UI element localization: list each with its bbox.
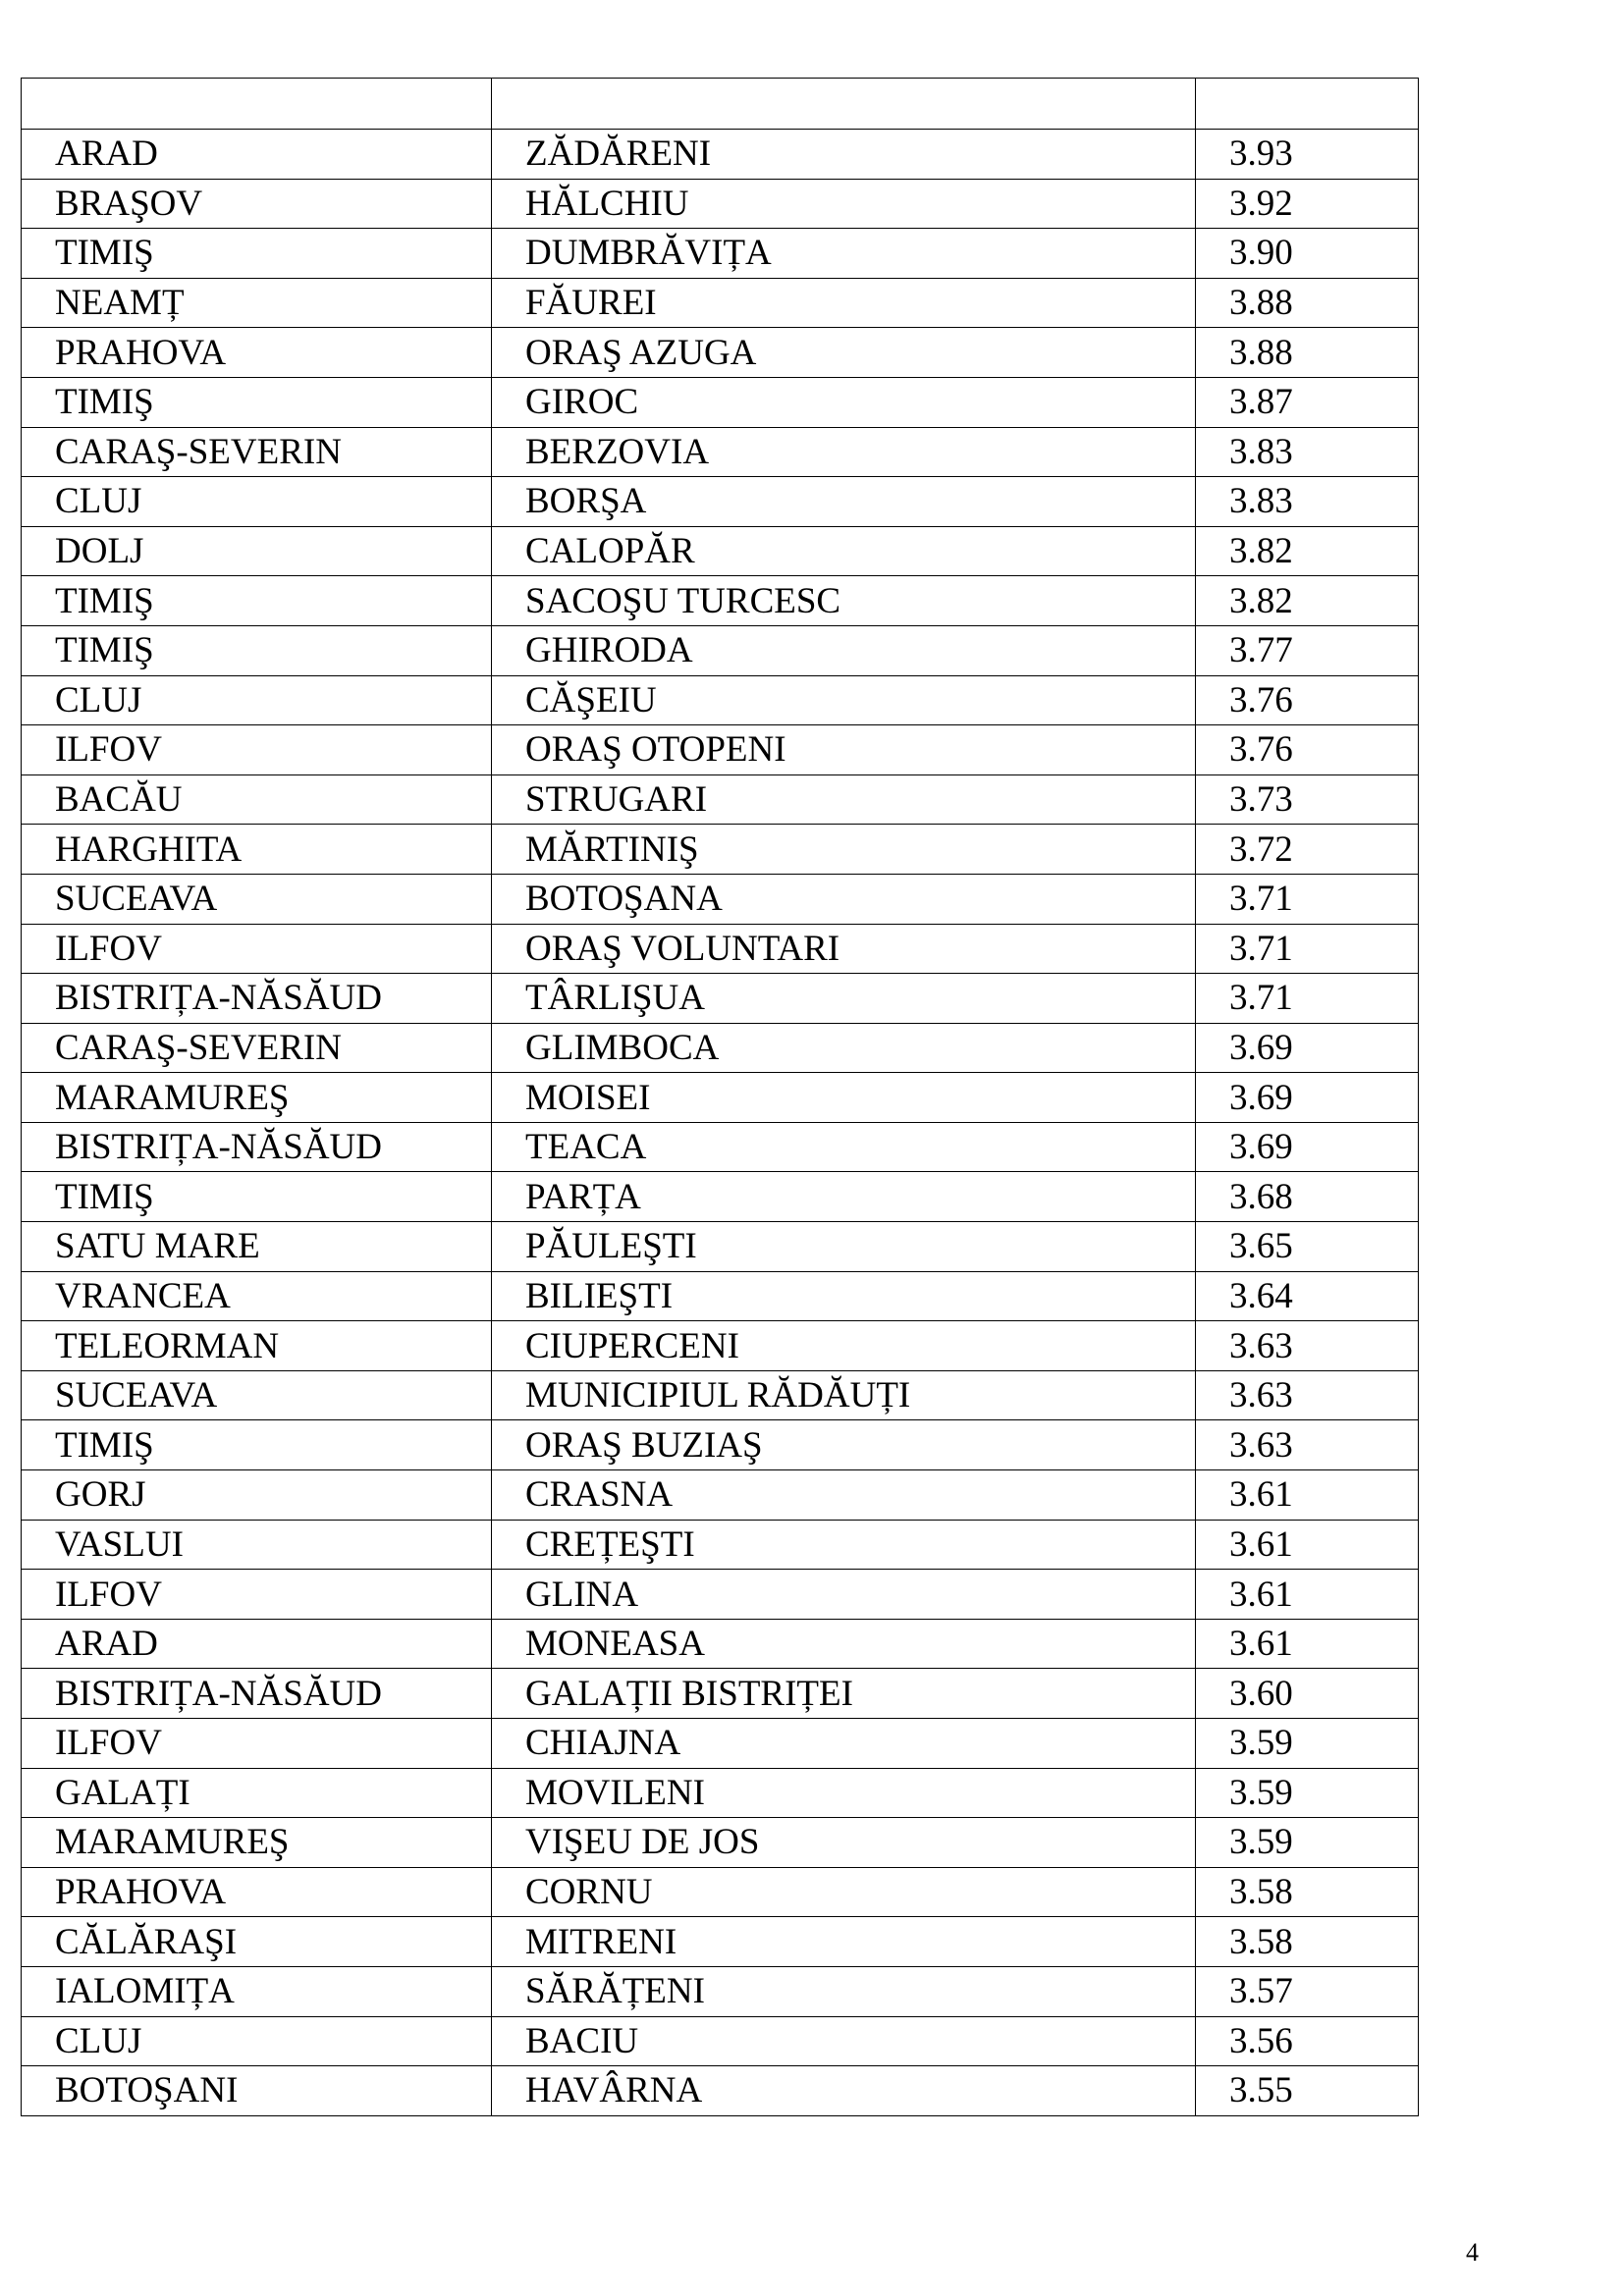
table-row xyxy=(22,725,1419,775)
header-cell-county xyxy=(22,79,492,130)
table-row xyxy=(22,328,1419,378)
value-cell: 3.82 xyxy=(1196,526,1419,576)
locality-cell: ORAŞ OTOPENI xyxy=(492,725,1196,775)
table-row xyxy=(22,1966,1419,2016)
value-cell: 3.73 xyxy=(1196,774,1419,825)
header-cell-value xyxy=(1196,79,1419,130)
table-row xyxy=(22,1321,1419,1371)
locality-cell: GLIMBOCA xyxy=(492,1023,1196,1073)
value-cell: 3.64 xyxy=(1196,1271,1419,1321)
locality-cell: ORAŞ AZUGA xyxy=(492,328,1196,378)
value-cell: 3.58 xyxy=(1196,1867,1419,1917)
locality-cell: HĂLCHIU xyxy=(492,179,1196,229)
table-row xyxy=(22,1570,1419,1620)
value-cell: 3.69 xyxy=(1196,1122,1419,1172)
locality-cell: CREȚEŞTI xyxy=(492,1520,1196,1570)
locality-cell: MOISEI xyxy=(492,1073,1196,1123)
table-row xyxy=(22,874,1419,924)
county-cell: IALOMIȚA xyxy=(22,1966,492,2016)
value-cell: 3.63 xyxy=(1196,1321,1419,1371)
county-cell: BACĂU xyxy=(22,774,492,825)
county-cell: BISTRIȚA-NĂSĂUD xyxy=(22,1669,492,1719)
county-cell: TELEORMAN xyxy=(22,1321,492,1371)
value-cell: 3.72 xyxy=(1196,825,1419,875)
table-row xyxy=(22,625,1419,675)
value-cell: 3.63 xyxy=(1196,1420,1419,1470)
table-row xyxy=(22,130,1419,180)
value-cell: 3.59 xyxy=(1196,1719,1419,1769)
county-cell: TIMIŞ xyxy=(22,1420,492,1470)
locality-cell: TÂRLIŞUA xyxy=(492,974,1196,1024)
value-cell: 3.76 xyxy=(1196,725,1419,775)
county-cell: SUCEAVA xyxy=(22,874,492,924)
county-cell: CĂLĂRAŞI xyxy=(22,1917,492,1967)
table-row xyxy=(22,377,1419,427)
locality-cell: GLINA xyxy=(492,1570,1196,1620)
locality-cell: CRASNA xyxy=(492,1470,1196,1521)
value-cell: 3.93 xyxy=(1196,130,1419,180)
locality-cell: PARȚA xyxy=(492,1172,1196,1222)
county-cell: ILFOV xyxy=(22,1719,492,1769)
data-table xyxy=(21,78,1419,2116)
county-cell: VASLUI xyxy=(22,1520,492,1570)
value-cell: 3.71 xyxy=(1196,874,1419,924)
locality-cell: GHIRODA xyxy=(492,625,1196,675)
table-row xyxy=(22,1420,1419,1470)
table-row xyxy=(22,1222,1419,1272)
county-cell: ARAD xyxy=(22,130,492,180)
value-cell: 3.71 xyxy=(1196,974,1419,1024)
county-cell: HARGHITA xyxy=(22,825,492,875)
locality-cell: ZĂDĂRENI xyxy=(492,130,1196,180)
locality-cell: MUNICIPIUL RĂDĂUȚI xyxy=(492,1370,1196,1420)
table-row xyxy=(22,1917,1419,1967)
table-row xyxy=(22,1520,1419,1570)
table-row xyxy=(22,2066,1419,2116)
locality-cell: CHIAJNA xyxy=(492,1719,1196,1769)
locality-cell: MOVILENI xyxy=(492,1768,1196,1818)
value-cell: 3.69 xyxy=(1196,1073,1419,1123)
locality-cell: BACIU xyxy=(492,2016,1196,2066)
table-row xyxy=(22,974,1419,1024)
county-cell: BISTRIȚA-NĂSĂUD xyxy=(22,974,492,1024)
county-cell: GORJ xyxy=(22,1470,492,1521)
county-cell: VRANCEA xyxy=(22,1271,492,1321)
table-row xyxy=(22,229,1419,279)
county-cell: MARAMUREŞ xyxy=(22,1818,492,1868)
table-row xyxy=(22,1669,1419,1719)
county-cell: DOLJ xyxy=(22,526,492,576)
table-row xyxy=(22,477,1419,527)
table-row xyxy=(22,179,1419,229)
county-cell: TIMIŞ xyxy=(22,377,492,427)
value-cell: 3.59 xyxy=(1196,1768,1419,1818)
table-row xyxy=(22,774,1419,825)
value-cell: 3.83 xyxy=(1196,477,1419,527)
table-row xyxy=(22,1172,1419,1222)
table-row xyxy=(22,924,1419,974)
table-row xyxy=(22,2016,1419,2066)
locality-cell: BOTOŞANA xyxy=(492,874,1196,924)
county-cell: ILFOV xyxy=(22,924,492,974)
locality-cell: MONEASA xyxy=(492,1619,1196,1669)
table-row xyxy=(22,1867,1419,1917)
locality-cell: CIUPERCENI xyxy=(492,1321,1196,1371)
value-cell: 3.58 xyxy=(1196,1917,1419,1967)
locality-cell: CĂŞEIU xyxy=(492,675,1196,725)
county-cell: SUCEAVA xyxy=(22,1370,492,1420)
county-cell: CLUJ xyxy=(22,675,492,725)
value-cell: 3.88 xyxy=(1196,328,1419,378)
locality-cell: SĂRĂȚENI xyxy=(492,1966,1196,2016)
value-cell: 3.71 xyxy=(1196,924,1419,974)
county-cell: TIMIŞ xyxy=(22,1172,492,1222)
county-cell: NEAMȚ xyxy=(22,278,492,328)
table-row xyxy=(22,1271,1419,1321)
value-cell: 3.60 xyxy=(1196,1669,1419,1719)
value-cell: 3.61 xyxy=(1196,1470,1419,1521)
locality-cell: DUMBRĂVIȚA xyxy=(492,229,1196,279)
locality-cell: STRUGARI xyxy=(492,774,1196,825)
table-row xyxy=(22,1023,1419,1073)
county-cell: ILFOV xyxy=(22,725,492,775)
county-cell: CARAŞ-SEVERIN xyxy=(22,1023,492,1073)
locality-cell: GIROC xyxy=(492,377,1196,427)
locality-cell: ORAŞ VOLUNTARI xyxy=(492,924,1196,974)
value-cell: 3.61 xyxy=(1196,1520,1419,1570)
value-cell: 3.90 xyxy=(1196,229,1419,279)
table-row xyxy=(22,1818,1419,1868)
table-row xyxy=(22,1073,1419,1123)
value-cell: 3.88 xyxy=(1196,278,1419,328)
table-row xyxy=(22,526,1419,576)
locality-cell: CORNU xyxy=(492,1867,1196,1917)
county-cell: CLUJ xyxy=(22,2016,492,2066)
locality-cell: TEACA xyxy=(492,1122,1196,1172)
table-row xyxy=(22,278,1419,328)
locality-cell: ORAŞ BUZIAŞ xyxy=(492,1420,1196,1470)
locality-cell: BORŞA xyxy=(492,477,1196,527)
county-cell: ILFOV xyxy=(22,1570,492,1620)
locality-cell: SACOŞU TURCESC xyxy=(492,576,1196,626)
locality-cell: FĂUREI xyxy=(492,278,1196,328)
value-cell: 3.87 xyxy=(1196,377,1419,427)
table-row xyxy=(22,675,1419,725)
page-number: 4 xyxy=(1466,2238,1479,2267)
locality-cell: CALOPĂR xyxy=(492,526,1196,576)
county-cell: BRAŞOV xyxy=(22,179,492,229)
value-cell: 3.69 xyxy=(1196,1023,1419,1073)
value-cell: 3.57 xyxy=(1196,1966,1419,2016)
county-cell: TIMIŞ xyxy=(22,576,492,626)
county-cell: PRAHOVA xyxy=(22,328,492,378)
locality-cell: BERZOVIA xyxy=(492,427,1196,477)
table-row xyxy=(22,1470,1419,1521)
locality-cell: PĂULEŞTI xyxy=(492,1222,1196,1272)
table-row xyxy=(22,1122,1419,1172)
county-cell: CLUJ xyxy=(22,477,492,527)
value-cell: 3.92 xyxy=(1196,179,1419,229)
value-cell: 3.61 xyxy=(1196,1619,1419,1669)
value-cell: 3.77 xyxy=(1196,625,1419,675)
table-row xyxy=(22,576,1419,626)
table-row xyxy=(22,1619,1419,1669)
value-cell: 3.59 xyxy=(1196,1818,1419,1868)
county-cell: SATU MARE xyxy=(22,1222,492,1272)
table-body xyxy=(22,79,1419,2116)
table-row xyxy=(22,1768,1419,1818)
value-cell: 3.82 xyxy=(1196,576,1419,626)
locality-cell: VIŞEU DE JOS xyxy=(492,1818,1196,1868)
locality-cell: HAVÂRNA xyxy=(492,2066,1196,2116)
locality-cell: BILIEŞTI xyxy=(492,1271,1196,1321)
county-cell: TIMIŞ xyxy=(22,625,492,675)
county-cell: MARAMUREŞ xyxy=(22,1073,492,1123)
county-cell: GALAȚI xyxy=(22,1768,492,1818)
county-cell: CARAŞ-SEVERIN xyxy=(22,427,492,477)
header-cell-locality xyxy=(492,79,1196,130)
county-cell: ARAD xyxy=(22,1619,492,1669)
county-cell: TIMIŞ xyxy=(22,229,492,279)
county-cell: BISTRIȚA-NĂSĂUD xyxy=(22,1122,492,1172)
locality-cell: GALAȚII BISTRIȚEI xyxy=(492,1669,1196,1719)
value-cell: 3.76 xyxy=(1196,675,1419,725)
table-row xyxy=(22,427,1419,477)
table-row xyxy=(22,825,1419,875)
value-cell: 3.65 xyxy=(1196,1222,1419,1272)
value-cell: 3.83 xyxy=(1196,427,1419,477)
county-cell: PRAHOVA xyxy=(22,1867,492,1917)
value-cell: 3.56 xyxy=(1196,2016,1419,2066)
table-row xyxy=(22,1370,1419,1420)
table-row xyxy=(22,1719,1419,1769)
value-cell: 3.61 xyxy=(1196,1570,1419,1620)
value-cell: 3.55 xyxy=(1196,2066,1419,2116)
value-cell: 3.63 xyxy=(1196,1370,1419,1420)
county-cell: BOTOŞANI xyxy=(22,2066,492,2116)
table-header-row xyxy=(22,79,1419,130)
value-cell: 3.68 xyxy=(1196,1172,1419,1222)
locality-cell: MITRENI xyxy=(492,1917,1196,1967)
locality-cell: MĂRTINIŞ xyxy=(492,825,1196,875)
